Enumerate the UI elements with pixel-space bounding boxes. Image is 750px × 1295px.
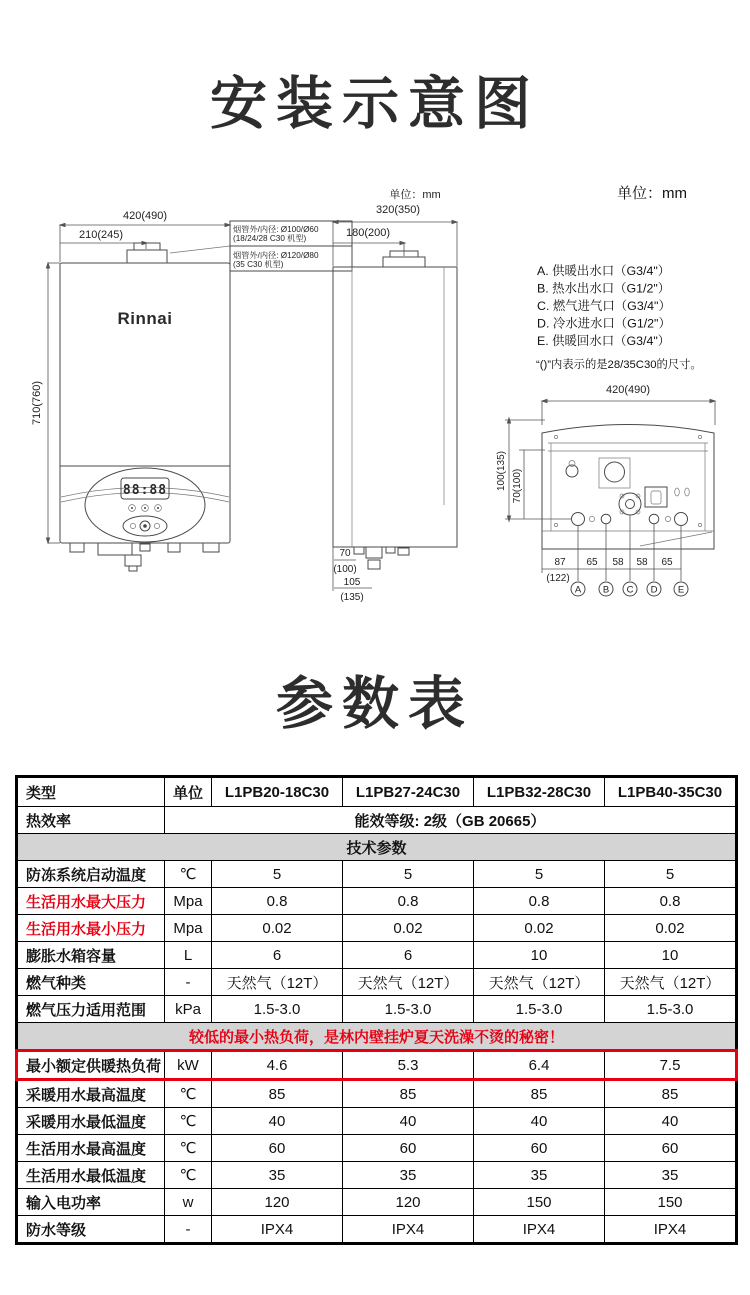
row-unit: ℃	[165, 1108, 212, 1135]
row-unit: -	[165, 969, 212, 996]
row-label: 燃气压力适用范围	[17, 996, 165, 1023]
header-model-3: L1PB32-28C30	[474, 777, 605, 807]
row-value: 5	[212, 861, 343, 888]
row-value: 天然气（12T）	[605, 969, 737, 996]
front-view-drawing	[31, 210, 352, 571]
flue-note-line2: (18/24/28 C30 机型)	[233, 234, 307, 243]
row-value: IPX4	[474, 1216, 605, 1244]
side-pipe-dim2: 105	[343, 577, 361, 588]
side-depth-dim: 320(350)	[375, 204, 421, 216]
row-unit: ℃	[165, 1080, 212, 1108]
row-value: 1.5-3.0	[212, 996, 343, 1023]
section-header-row	[17, 834, 737, 861]
flue-note-line4: (35 C30 机型)	[233, 260, 284, 269]
row-value: 35	[212, 1162, 343, 1189]
promo-banner-text: 较低的最小热负荷，是林内壁挂炉夏天洗澡不烫的秘密！	[17, 1023, 737, 1051]
bottom-vdim2: 70(100)	[512, 468, 523, 504]
row-value: 85	[474, 1080, 605, 1108]
row-value: 35	[343, 1162, 474, 1189]
panel-display: 88:88	[122, 483, 168, 498]
section-header: 技术参数	[17, 834, 737, 861]
row-unit: kW	[165, 1051, 212, 1080]
row-value: 35	[474, 1162, 605, 1189]
row-value: 0.8	[343, 888, 474, 915]
row-label: 采暖用水最高温度	[17, 1080, 165, 1108]
row-value: 60	[212, 1135, 343, 1162]
legend-item-c: C. 燃气进气口（G3/4"）	[537, 299, 671, 313]
row-label: 生活用水最高温度	[17, 1135, 165, 1162]
row-value: IPX4	[343, 1216, 474, 1244]
legend-item-a: A. 供暖出水口（G3/4"）	[537, 264, 671, 278]
row-value: 0.02	[343, 915, 474, 942]
section-title-installation: 安装示意图	[210, 72, 540, 136]
row-label: 防冻系统启动温度	[17, 861, 165, 888]
table-header-row	[17, 777, 737, 807]
row-value: 4.6	[212, 1051, 343, 1080]
row-value: 120	[343, 1189, 474, 1216]
row-label: 采暖用水最低温度	[17, 1108, 165, 1135]
row-label: 输入电功率	[17, 1189, 165, 1216]
panel-knob-buttons	[123, 516, 167, 536]
efficiency-value: 能效等级: 2级（GB 20665）	[165, 807, 737, 834]
legend-note: “()”内表示的是28/35C30的尺寸。	[536, 359, 702, 371]
row-value: 85	[212, 1080, 343, 1108]
table-row	[17, 996, 737, 1023]
bottom-span-58b: 58	[636, 557, 648, 568]
header-model-4: L1PB40-35C30	[605, 777, 737, 807]
row-label: 膨胀水箱容量	[17, 942, 165, 969]
table-banner-row	[17, 1023, 737, 1051]
header-model-1: L1PB20-18C30	[212, 777, 343, 807]
flue-note-line1: 烟管外/内径: Ø100/Ø60	[233, 225, 319, 234]
row-value: 40	[343, 1108, 474, 1135]
row-unit: Mpa	[165, 888, 212, 915]
table-row	[17, 1216, 737, 1244]
bottom-width-dim: 420(490)	[605, 384, 651, 396]
front-flue-offset-dim: 210(245)	[78, 229, 124, 241]
legend-item-b: B. 热水出水口（G1/2"）	[537, 281, 671, 296]
row-value: 35	[605, 1162, 737, 1189]
unit-label-side: 单位：mm	[389, 189, 441, 201]
row-label: 燃气种类	[17, 969, 165, 996]
port-labels	[571, 582, 688, 596]
row-value: 5	[343, 861, 474, 888]
row-value: 6	[212, 942, 343, 969]
front-width-dim: 420(490)	[122, 210, 168, 222]
bottom-span-65b: 65	[661, 557, 673, 568]
table-row	[17, 1135, 737, 1162]
row-value: 1.5-3.0	[605, 996, 737, 1023]
row-value: 5	[605, 861, 737, 888]
bottom-span-65a: 65	[586, 557, 598, 568]
row-unit: ℃	[165, 1162, 212, 1189]
side-bottom-pipes	[354, 547, 409, 569]
row-value: 60	[605, 1135, 737, 1162]
flue-note-line3: 烟管外/内径: Ø120/Ø80	[233, 251, 319, 260]
table-row	[17, 915, 737, 942]
row-value: 120	[212, 1189, 343, 1216]
row-value: 40	[212, 1108, 343, 1135]
table-row	[17, 1080, 737, 1108]
row-value: 0.02	[474, 915, 605, 942]
legend-item-e: E. 供暖回水口（G3/4"）	[537, 334, 671, 348]
row-value: 0.8	[605, 888, 737, 915]
row-value: 150	[474, 1189, 605, 1216]
table-row	[17, 1189, 737, 1216]
bottom-span-87: 87	[554, 557, 566, 568]
row-unit: -	[165, 1216, 212, 1244]
header-unit: 单位	[165, 777, 212, 807]
row-unit: ℃	[165, 1135, 212, 1162]
unit-label-main: 单位：mm	[617, 185, 687, 202]
table-row	[17, 942, 737, 969]
bottom-view-drawing	[496, 384, 715, 596]
side-pipe-dim2-alt: (135)	[340, 592, 364, 603]
row-value: 0.8	[474, 888, 605, 915]
row-value: 天然气（12T）	[343, 969, 474, 996]
header-type: 类型	[17, 777, 165, 807]
row-unit: Mpa	[165, 915, 212, 942]
row-value: 5	[474, 861, 605, 888]
table-row	[17, 888, 737, 915]
side-flue-offset-dim: 180(200)	[345, 227, 391, 239]
row-unit: kPa	[165, 996, 212, 1023]
row-value: 150	[605, 1189, 737, 1216]
front-height-dim: 710(760)	[31, 380, 43, 426]
row-label: 最小额定供暖热负荷	[17, 1051, 165, 1080]
efficiency-label: 热效率	[17, 807, 165, 834]
row-value: 0.8	[212, 888, 343, 915]
row-label: 生活用水最低温度	[17, 1162, 165, 1189]
row-value: 7.5	[605, 1051, 737, 1080]
row-value: 天然气（12T）	[474, 969, 605, 996]
row-value: 40	[474, 1108, 605, 1135]
row-value: 40	[605, 1108, 737, 1135]
row-value: 10	[474, 942, 605, 969]
row-unit: ℃	[165, 861, 212, 888]
bottom-vdim1: 100(135)	[496, 450, 507, 492]
connection-legend	[536, 185, 702, 371]
table-row	[17, 969, 737, 996]
installation-diagram	[0, 175, 750, 660]
port-label-c: C	[626, 584, 634, 596]
row-unit: w	[165, 1189, 212, 1216]
section-title-parameters: 参数表	[276, 672, 474, 736]
legend-item-d: D. 冷水进水口（G1/2"）	[537, 316, 671, 331]
row-label: 生活用水最小压力	[17, 915, 165, 942]
efficiency-row	[17, 807, 737, 834]
header-model-2: L1PB27-24C30	[343, 777, 474, 807]
port-label-d: D	[650, 584, 658, 596]
table-row	[17, 1108, 737, 1135]
row-value: 1.5-3.0	[343, 996, 474, 1023]
parameter-table	[15, 775, 738, 1245]
row-label: 防水等级	[17, 1216, 165, 1244]
port-label-b: B	[602, 584, 610, 596]
row-value: 6	[343, 942, 474, 969]
table-row	[17, 861, 737, 888]
row-value: 85	[343, 1080, 474, 1108]
port-label-a: A	[574, 584, 582, 596]
panel-indicator-lights	[129, 505, 162, 512]
side-pipe-dim1: 70	[339, 548, 351, 559]
row-value: 0.02	[605, 915, 737, 942]
row-value: IPX4	[605, 1216, 737, 1244]
port-label-e: E	[677, 584, 685, 596]
row-value: 85	[605, 1080, 737, 1108]
flue-flange	[619, 493, 641, 515]
front-bottom-pipes	[70, 543, 219, 571]
row-label: 生活用水最大压力	[17, 888, 165, 915]
row-value: 天然气（12T）	[212, 969, 343, 996]
side-pipe-dim1-alt: (100)	[333, 564, 357, 575]
bottom-span-58a: 58	[612, 557, 624, 568]
table-row	[17, 1162, 737, 1189]
row-value: 60	[343, 1135, 474, 1162]
row-value: 1.5-3.0	[474, 996, 605, 1023]
row-unit: L	[165, 942, 212, 969]
row-value: 5.3	[343, 1051, 474, 1080]
row-value: 6.4	[474, 1051, 605, 1080]
brand-logo: Rinnai	[117, 309, 173, 328]
bottom-span-87-alt: (122)	[546, 573, 570, 584]
row-value: 0.02	[212, 915, 343, 942]
table-row	[17, 1051, 737, 1080]
row-value: IPX4	[212, 1216, 343, 1244]
row-value: 60	[474, 1135, 605, 1162]
row-value: 10	[605, 942, 737, 969]
port-circles	[572, 513, 688, 526]
